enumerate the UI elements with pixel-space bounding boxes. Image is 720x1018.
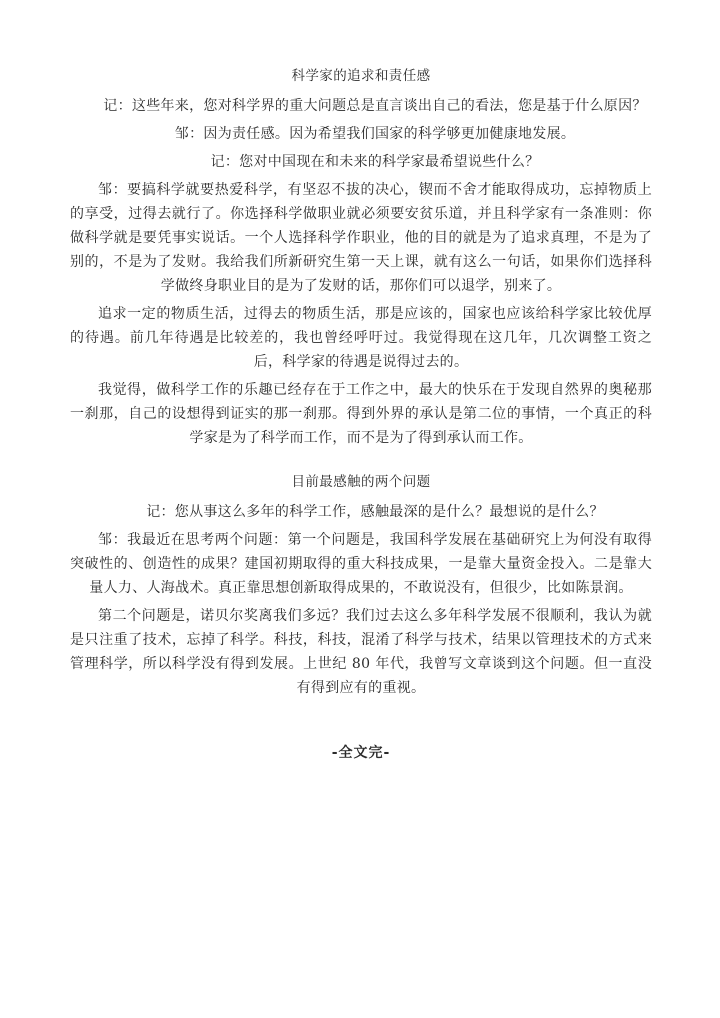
interview-question: 记：您从事这么多年的科学工作，感触最深的是什么？最想说的是什么？ [146,504,604,520]
interview-question: 记：这些年来，您对科学界的重大问题总是直言谈出自己的看法，您是基于什么原因？ [103,98,647,114]
section-title: 科学家的追求和责任感 [291,68,431,84]
interview-answer: 邹：我最近在思考两个问题：第一个问题是，我国科学发展在基础研究上为何没有取得突破性的、创造性的成果？建国初期取得的重大科技成果，一是靠大量资金投入。二是靠大量人力、人海战术。真正靠思想创新取得成果的，不敢说没有，但很少，比如陈景润。 [70,532,652,596]
end-of-text-mark: -全文完- [331,745,391,761]
interview-question: 记：您对中国现在和未来的科学家最希望说些什么？ [210,154,540,170]
interview-answer: 追求一定的物质生活，过得去的物质生活，那是应该的，国家也应该给科学家比较优厚的待遇。前几年待遇是比较差的，我也曾经呼吁过。我觉得现在这几年，几次调整工资之后，科学家的待遇是说得过去的。 [70,306,652,370]
interview-answer: 邹：因为责任感。因为希望我们国家的科学够更加健康地发展。 [174,126,576,142]
section-two-problems [70,472,652,700]
section-scientist-pursuit [70,66,652,450]
interview-answer: 第二个问题是，诺贝尔奖离我们多远？我们过去这么多年科学发展不很顺利，我认为就是只注重了技术，忘掉了科学。科技，科技，混淆了科学与技术，结果以管理技术的方式来管理科学，所以科学没有得到发展。上世纪 80 年代，我曾写文章谈到这个问题。但一直没有得到应有的重视。 [70,608,652,696]
document-page [70,66,652,762]
interview-answer: 邹：要搞科学就要热爱科学，有坚忍不拔的决心，锲而不舍才能取得成功，忘掉物质上的享受，过得去就行了。你选择科学做职业就必须要安贫乐道，并且科学家有一条准则：你做科学就是要凭事实说话。一个人选择科学作职业，他的目的就是为了追求真理，不是为了别的，不是为了发财。我给我们所新研究生第一天上课，就有这么一句话，如果你们选择科学做终身职业目的是为了发财的话，那你们可以退学，别来了。 [70,182,652,294]
interview-answer: 我觉得，做科学工作的乐趣已经存在于工作之中，最大的快乐在于发现自然界的奥秘那一刹那，自己的设想得到证实的那一刹那。得到外界的承认是第二位的事情，一个真正的科学家是为了科学而工作，而不是为了得到承认而工作。 [70,382,652,446]
section-title: 目前最感触的两个问题 [291,474,431,490]
